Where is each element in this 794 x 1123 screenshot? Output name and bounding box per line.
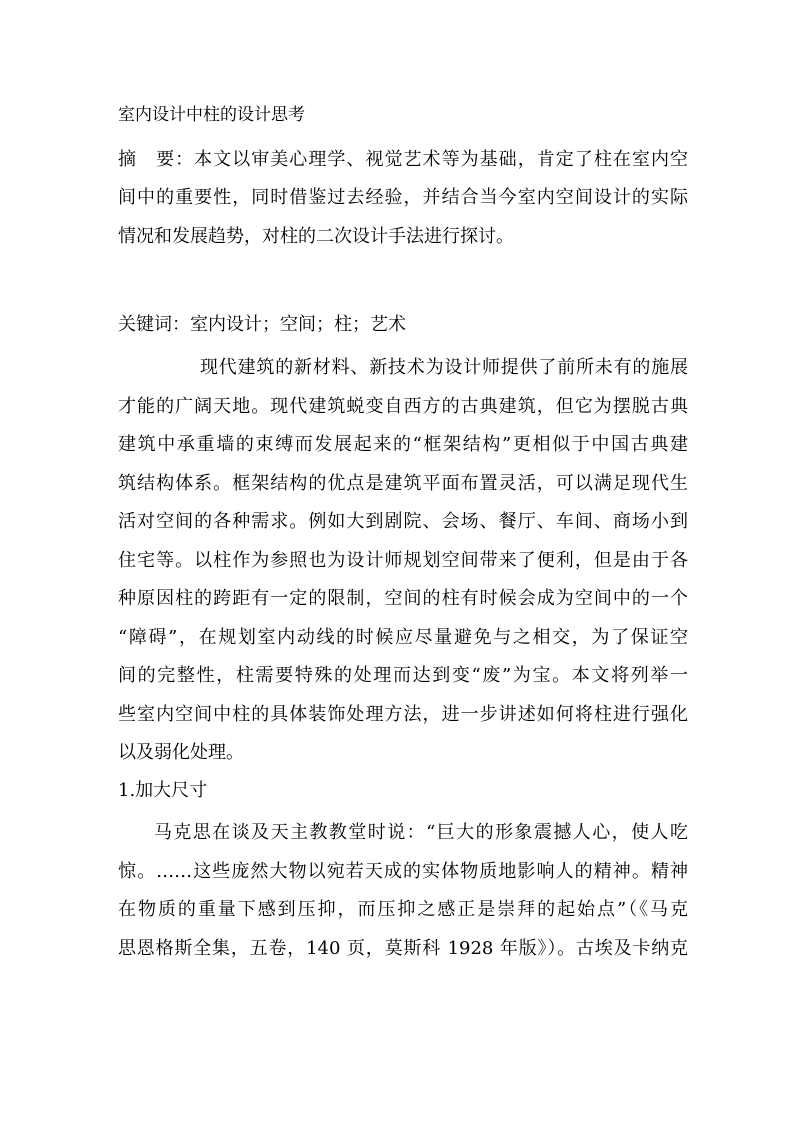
intro-line: 间的完整性，柱需要特殊的处理而达到变“废”为宝。本文将列举一 (118, 665, 688, 686)
section-heading: 1.加大尺寸 (118, 780, 208, 801)
intro-line: 活对空间的各种需求。例如大到剧院、会场、餐厅、车间、商场小到 (118, 511, 688, 532)
intro-line: 些室内空间中柱的具体装饰处理方法，进一步讲述如何将柱进行强化 (118, 704, 688, 725)
intro-line: 现代建筑的新材料、新技术为设计师提供了前所未有的施展 (200, 357, 688, 378)
intro-line: 才能的广阔天地。现代建筑蜕变自西方的古典建筑，但它为摆脱古典 (118, 396, 688, 417)
section-line: 在物质的重量下感到压抑，而压抑之感正是崇拜的起始点”（《马克 (118, 899, 688, 920)
document-title: 室内设计中柱的设计思考 (118, 105, 305, 125)
abstract-line: 情况和发展趋势，对柱的二次设计手法进行探讨。 (118, 226, 514, 247)
intro-line: 以及弱化处理。 (118, 742, 244, 763)
keywords-line: 关键词：室内设计；空间；柱；艺术 (118, 314, 406, 335)
intro-line: “障碍”，在规划室内动线的时候应尽量避免与之相交，为了保证空 (118, 627, 688, 648)
section-line: 思恩格斯全集，五卷，140 页，莫斯科 1928 年版》）。古埃及卡纳克 (118, 938, 688, 959)
abstract-line: 间中的重要性，同时借鉴过去经验，并结合当今室内空间设计的实际 (118, 187, 688, 208)
intro-line: 住宅等。以柱作为参照也为设计师规划空间带来了便利，但是由于各 (118, 550, 688, 571)
intro-line: 筑结构体系。框架结构的优点是建筑平面布置灵活，可以满足现代生 (118, 473, 688, 494)
abstract-line: 摘 要：本文以审美心理学、视觉艺术等为基础，肯定了柱在室内空 (118, 149, 688, 170)
section-line: 马克思在谈及天主教教堂时说：“巨大的形象震撼人心，使人吃 (154, 822, 688, 843)
intro-line: 建筑中承重墙的束缚而发展起来的“框架结构”更相似于中国古典建 (118, 434, 688, 455)
section-line: 惊。……这些庞然大物以宛若天成的实体物质地影响人的精神。精神 (118, 861, 688, 882)
intro-line: 种原因柱的跨距有一定的限制，空间的柱有时候会成为空间中的一个 (118, 588, 688, 609)
